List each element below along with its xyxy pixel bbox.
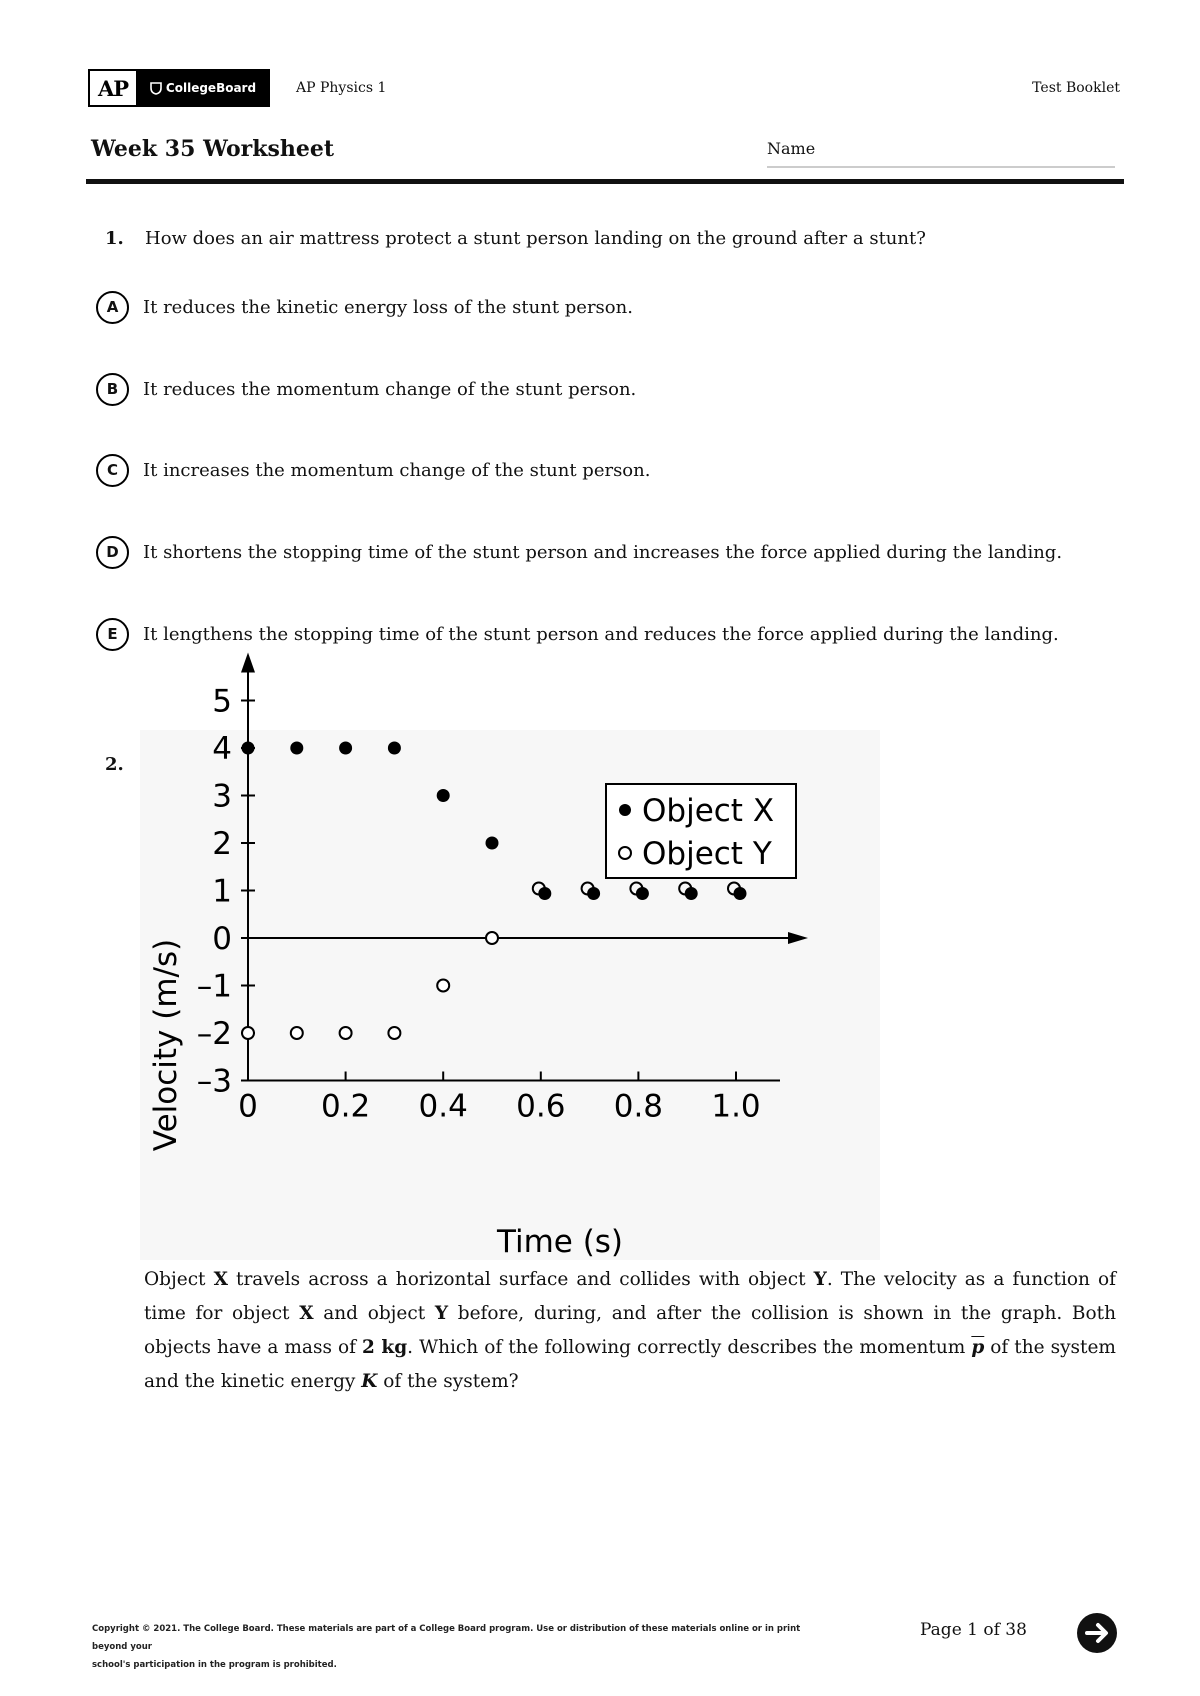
object-x-symbol: X (213, 1269, 228, 1290)
point-object-x (242, 742, 255, 755)
point-object-x (486, 837, 499, 850)
x-tick-label: 1.0 (711, 1088, 761, 1125)
arrow-right-circle-icon (1077, 1613, 1117, 1653)
header-divider (86, 179, 1124, 184)
y-tick-label: 0 (212, 921, 232, 957)
text-segment: and object (313, 1303, 435, 1324)
legend-marker-object-x (619, 804, 631, 816)
question-2-text (144, 1263, 1116, 1399)
point-object-x (290, 742, 303, 755)
y-tick-label: 4 (212, 731, 232, 767)
question-2-number: 2. (105, 754, 124, 775)
choice-d[interactable] (96, 532, 1062, 572)
copyright-notice (92, 1620, 812, 1674)
copyright-line: school's participation in the program is prohibited. (92, 1660, 337, 1670)
y-tick-label: 3 (212, 778, 232, 815)
choice-text: It increases the momentum change of the stunt person. (143, 459, 651, 481)
text-segment: . The velocity as a function of time for object (144, 1269, 1116, 1324)
y-tick-label: –1 (196, 968, 232, 1005)
object-y-symbol: Y (434, 1303, 449, 1324)
object-y-symbol: Y (813, 1269, 827, 1290)
copyright-line: Copyright © 2021. The College Board. These materials are part of a College Board program. Use or distribution of these materials online or in print beyond your (92, 1624, 801, 1652)
text-segment: Object (144, 1269, 214, 1290)
kinetic-energy-symbol: K (361, 1371, 378, 1392)
point-object-y (242, 1027, 254, 1039)
choice-bubble[interactable]: D (96, 536, 129, 569)
point-object-y (291, 1027, 303, 1039)
x-tick-label: 0.6 (516, 1088, 566, 1125)
point-object-x (339, 742, 352, 755)
text-segment: before, during, and after the collision is shown in the graph. Both objects have a mass of (144, 1303, 1117, 1358)
y-tick-label: 5 (212, 683, 232, 720)
choice-text: It reduces the momentum change of the stunt person. (143, 378, 637, 400)
x-axis-label: Time (s) (496, 1224, 624, 1260)
mass-value: 2 kg (361, 1337, 408, 1358)
x-tick-label: 0 (238, 1088, 258, 1125)
subject-label: AP Physics 1 (296, 80, 387, 96)
name-label: Name (767, 139, 816, 158)
text-segment: of the system? (377, 1371, 519, 1392)
text-segment: of the system and the kinetic energy (144, 1337, 1116, 1392)
choice-bubble[interactable]: B (96, 373, 129, 406)
worksheet-title: Week 35 Worksheet (91, 136, 335, 162)
y-tick-label: –2 (196, 1016, 232, 1052)
next-page-button[interactable] (1077, 1613, 1117, 1653)
legend-label-object-y: Object Y (642, 836, 772, 872)
y-tick-label: 2 (212, 826, 232, 862)
text-segment: travels across a horizontal surface and collides with object (227, 1269, 814, 1290)
y-axis-arrow (241, 653, 255, 673)
ap-logo-text: AP (90, 71, 138, 105)
choice-c[interactable] (96, 450, 650, 490)
x-tick-label: 0.4 (418, 1088, 468, 1125)
question-1-number: 1. (105, 228, 124, 249)
choice-bubble[interactable]: E (96, 618, 129, 651)
velocity-time-chart (140, 683, 880, 1260)
y-axis-label: Velocity (m/s) (148, 938, 184, 1152)
point-object-y (437, 980, 449, 992)
chart-legend (606, 784, 796, 878)
point-object-y (388, 1027, 400, 1039)
point-object-x (437, 789, 450, 802)
ap-collegeboard-logo (88, 69, 270, 107)
legend-label-object-x: Object X (642, 793, 775, 829)
text-segment: . Which of the following correctly describes the momentum (407, 1337, 972, 1358)
x-tick-label: 0.2 (320, 1088, 371, 1125)
point-object-y (340, 1027, 352, 1039)
question-1-prompt: How does an air mattress protect a stunt person landing on the ground after a stunt? (145, 228, 926, 249)
page-number: Page 1 of 38 (920, 1620, 1027, 1640)
choice-b[interactable] (96, 369, 636, 409)
choice-text: It lengthens the stopping time of the stunt person and reduces the force applied during the landing. (143, 623, 1059, 645)
name-field-line[interactable] (767, 166, 1115, 168)
choice-text: It reduces the kinetic energy loss of the stunt person. (143, 296, 633, 318)
choice-a[interactable] (96, 287, 633, 327)
collegeboard-logo-text: CollegeBoard (165, 81, 257, 95)
momentum-symbol: $\overline{p}$ (971, 1337, 985, 1358)
y-tick-label: 1 (212, 873, 232, 910)
point-object-y (486, 932, 498, 944)
collegeboard-logo (138, 71, 268, 105)
legend-marker-object-y (619, 847, 631, 859)
booklet-label: Test Booklet (1032, 80, 1120, 96)
object-x-symbol: X (299, 1303, 314, 1324)
choice-text: It shortens the stopping time of the stunt person and increases the force applied during the landing. (143, 541, 1063, 563)
choice-bubble[interactable]: C (96, 454, 129, 487)
point-object-x (388, 742, 401, 755)
acorn-icon (150, 82, 162, 95)
choice-bubble[interactable]: A (96, 291, 129, 324)
x-tick-label: 0.8 (613, 1088, 664, 1125)
y-tick-label: –3 (196, 1063, 232, 1100)
choice-e[interactable] (96, 614, 1059, 654)
